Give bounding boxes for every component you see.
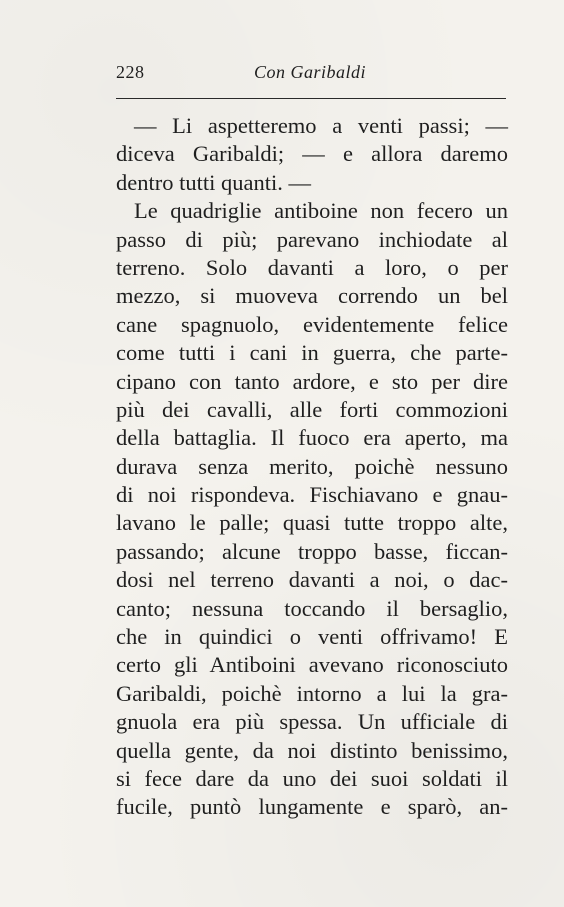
header-rule: [116, 98, 506, 99]
text-line: lavano le palle; quasi tutte troppo alte,: [116, 510, 508, 536]
text-line: terreno. Solo davanti a loro, o per: [116, 254, 508, 280]
text-line: dentro tutti quanti. —: [116, 169, 311, 195]
page-header: [116, 62, 506, 86]
text-line: Garibaldi, poichè intorno a lui la gra-: [116, 680, 508, 706]
text-line: di noi rispondeva. Fischiavano e gnau-: [116, 482, 508, 508]
text-line: cipano con tanto ardore, e sto per dire: [116, 368, 508, 394]
text-line: gnuola era più spessa. Un ufficiale di: [116, 709, 508, 735]
text-line: come tutti i cani in guerra, che parte-: [116, 340, 508, 366]
text-line: diceva Garibaldi; — e allora daremo: [116, 141, 508, 167]
page-number: 228: [116, 62, 145, 82]
text-line: fucile, puntò lungamente e sparò, an-: [116, 794, 508, 820]
text-line: della battaglia. Il fuoco era aperto, ma: [116, 425, 508, 451]
text-line: Le quadriglie antiboine non fecero un: [134, 198, 508, 224]
text-line: canto; nessuna toccando il bersaglio,: [116, 595, 508, 621]
text-line: — Li aspetteremo a venti passi; —: [134, 113, 508, 138]
text-line: passando; alcune troppo basse, ficcan-: [116, 538, 508, 564]
text-line: passo di più; parevano inchiodate al: [116, 226, 508, 252]
text-line: mezzo, si muoveva correndo un bel: [116, 283, 508, 309]
text-line: certo gli Antiboini avevano riconosciuto: [116, 652, 508, 678]
text-line: durava senza merito, poichè nessuno: [116, 453, 508, 479]
body-text: [116, 112, 508, 822]
text-line: più dei cavalli, alle forti commozioni: [116, 396, 508, 422]
text-line: quella gente, da noi distinto benissimo,: [116, 737, 508, 763]
text-line: si fece dare da uno dei suoi soldati il: [116, 765, 508, 791]
text-line: cane spagnuolo, evidentemente felice: [116, 311, 508, 337]
text-line: che in quindici o venti offrivamo! E: [116, 624, 508, 650]
running-title: Con Garibaldi: [254, 62, 367, 82]
text-line: dosi nel terreno davanti a noi, o dac-: [116, 567, 508, 593]
